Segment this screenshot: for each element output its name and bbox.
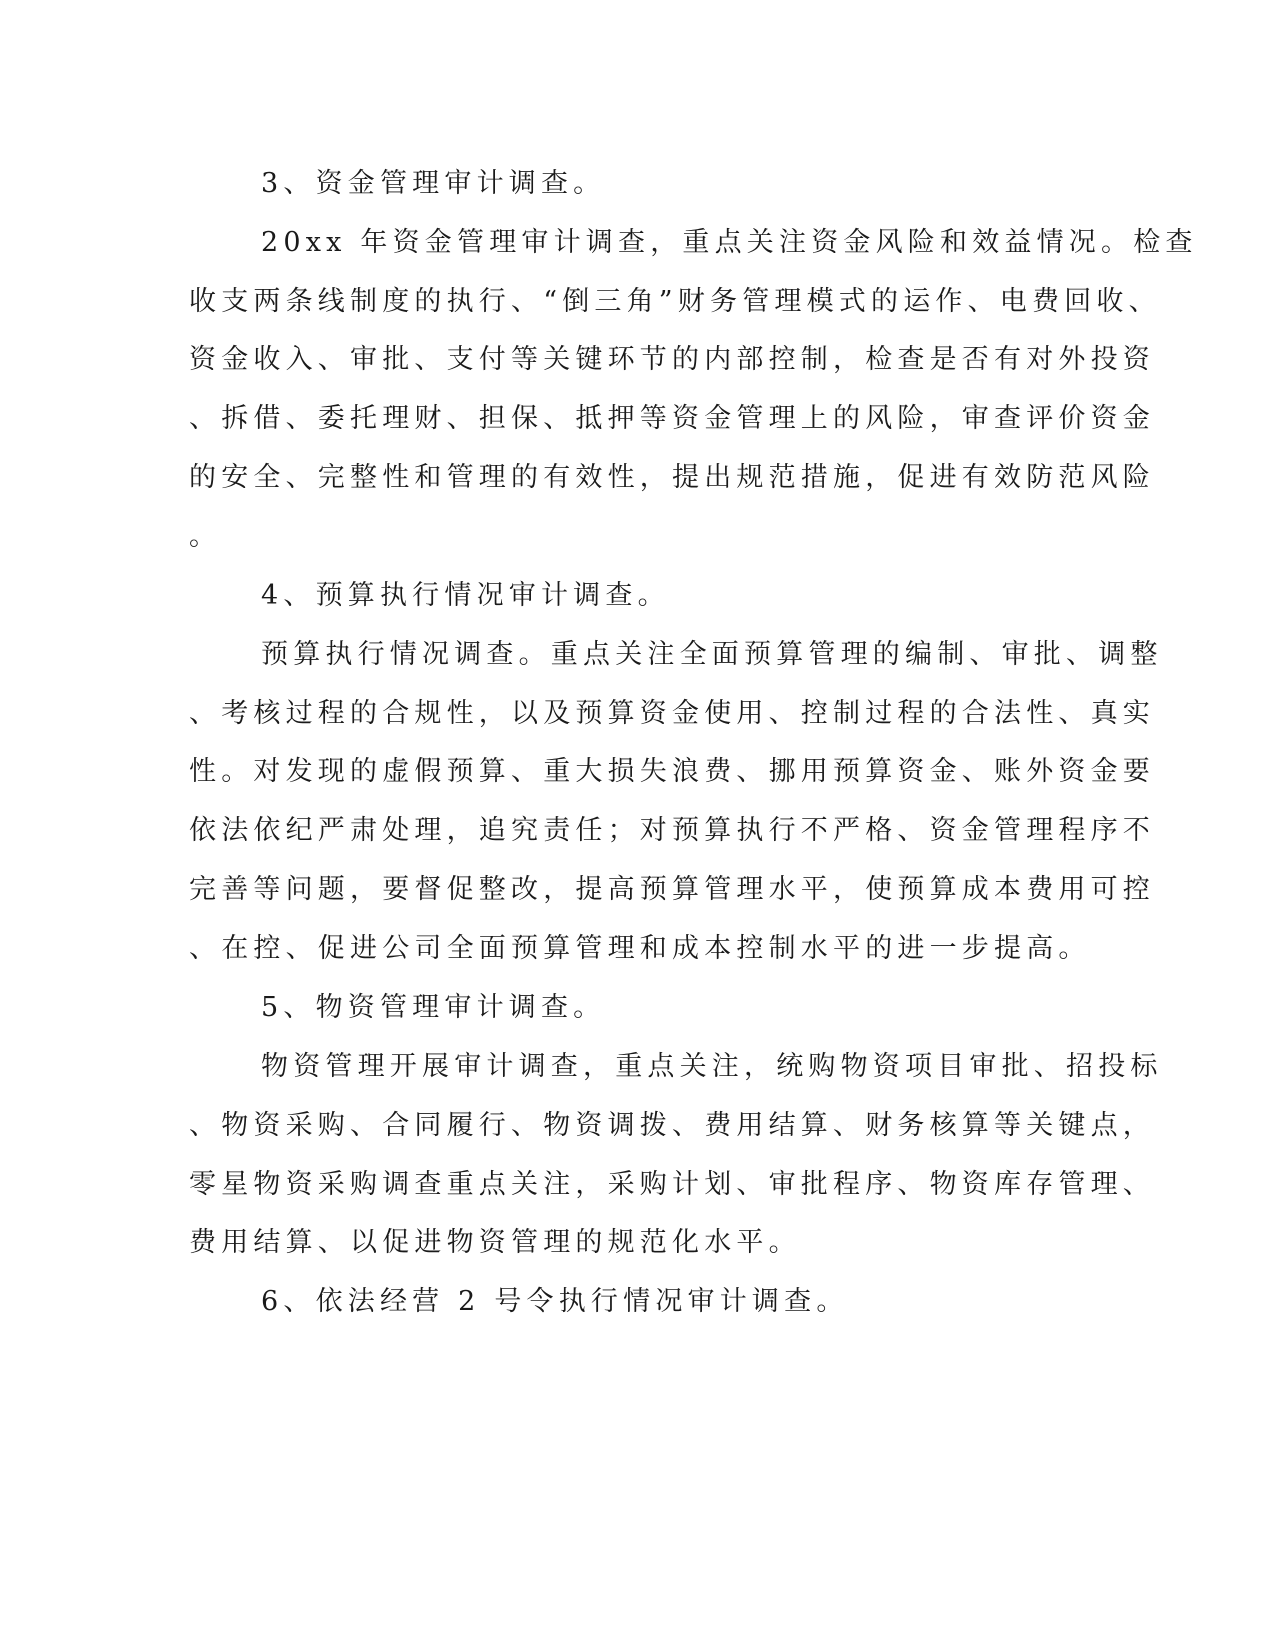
paragraph-line: 完善等问题，要督促整改，提高预算管理水平，使预算成本费用可控 [189, 874, 1155, 905]
paragraph-line: 费用结算、以促进物资管理的规范化水平。 [189, 1227, 801, 1258]
paragraph-line: 依法依纪严肃处理，追究责任；对预算执行不严格、资金管理程序不 [189, 815, 1155, 846]
paragraph-line: 、拆借、委托理财、担保、抵押等资金管理上的风险，审查评价资金 [189, 403, 1155, 434]
heading-lawful-operation: 6、依法经营 2 号令执行情况审计调查。 [261, 1286, 849, 1317]
paragraph-line: 物资管理开展审计调查，重点关注，统购物资项目审批、招投标 [261, 1051, 1163, 1082]
paragraph-line: 资金收入、审批、支付等关键环节的内部控制，检查是否有对外投资 [189, 344, 1155, 375]
paragraph-line: 零星物资采购调查重点关注，采购计划、审批程序、物资库存管理、 [189, 1169, 1155, 1200]
paragraph-line: 收支两条线制度的执行、“倒三角”财务管理模式的运作、电费回收、 [189, 286, 1161, 317]
paragraph-line: 、物资采购、合同履行、物资调拨、费用结算、财务核算等关键点， [189, 1110, 1155, 1141]
paragraph-line: 预算执行情况调查。重点关注全面预算管理的编制、审批、调整 [261, 639, 1163, 670]
paragraph-line: 、考核过程的合规性，以及预算资金使用、控制过程的合法性、真实 [189, 698, 1155, 729]
heading-budget-execution: 4、预算执行情况审计调查。 [261, 580, 670, 611]
heading-fund-management: 3、资金管理审计调查。 [261, 168, 606, 199]
paragraph-line: 的安全、完整性和管理的有效性，提出规范措施，促进有效防范风险 [189, 462, 1155, 493]
heading-materials-management: 5、物资管理审计调查。 [261, 992, 606, 1023]
paragraph-line: 。 [189, 521, 222, 552]
paragraph-line: 、在控、促进公司全面预算管理和成本控制水平的进一步提高。 [189, 933, 1091, 964]
paragraph-line: 性。对发现的虚假预算、重大损失浪费、挪用预算资金、账外资金要 [189, 756, 1155, 787]
paragraph-line: 20xx 年资金管理审计调查，重点关注资金风险和效益情况。检查 [261, 227, 1198, 258]
